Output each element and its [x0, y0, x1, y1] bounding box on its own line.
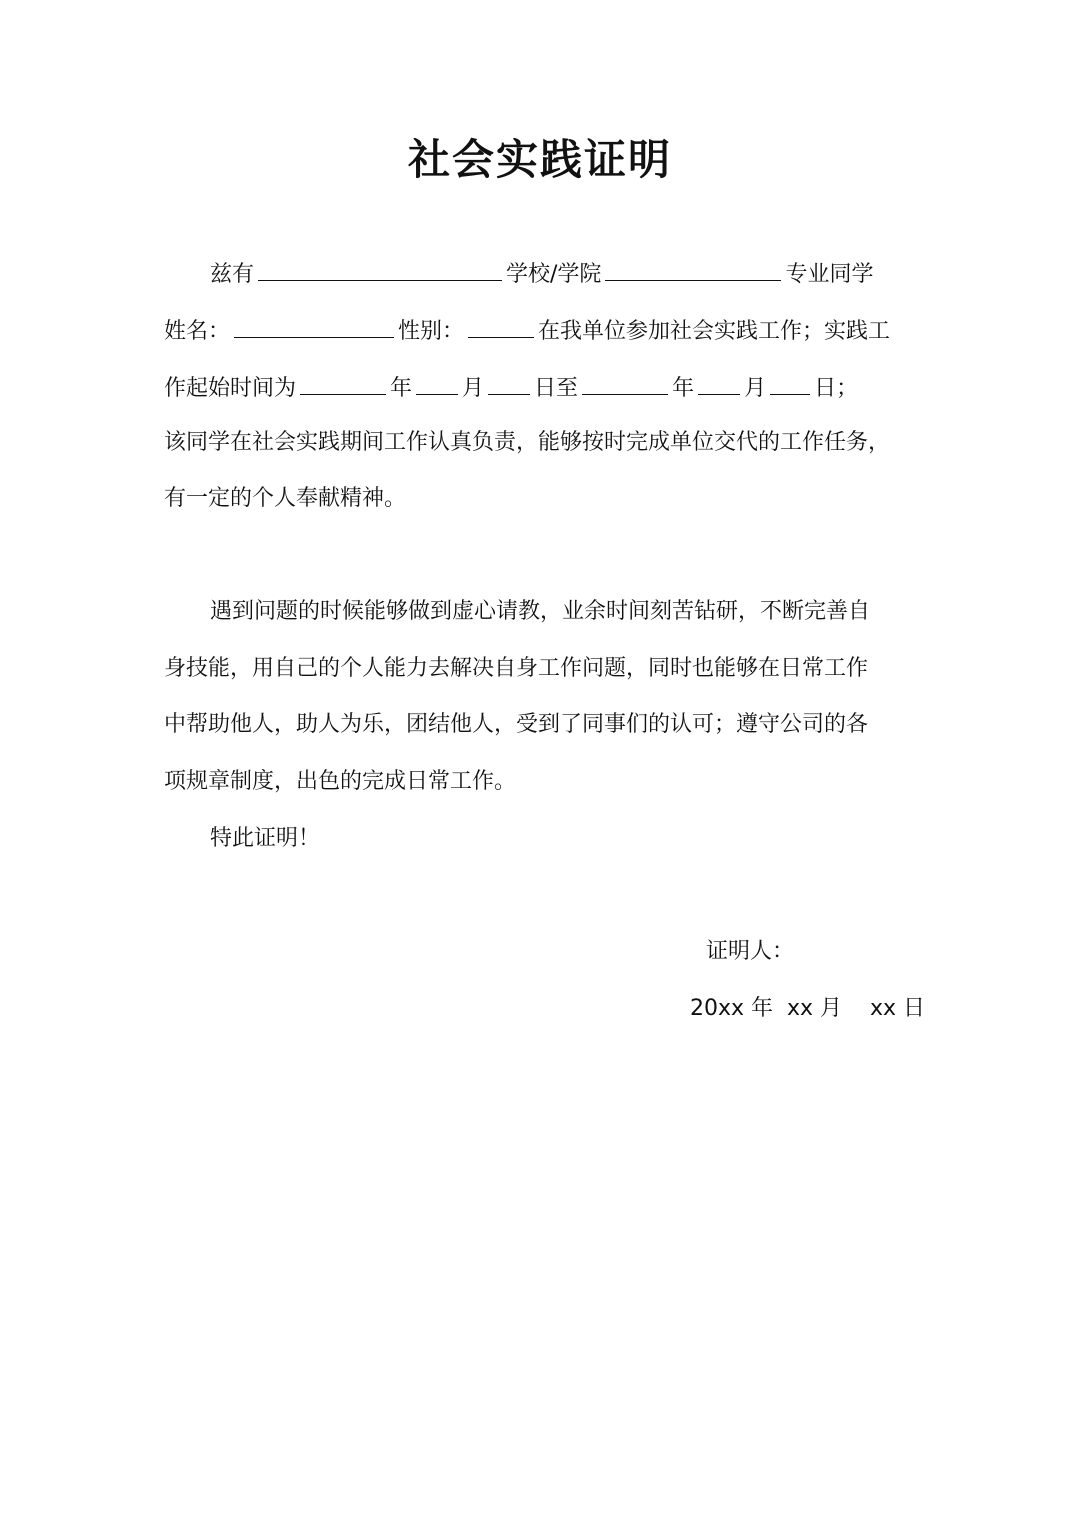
- intro-text: 姓名：: [164, 319, 231, 344]
- intro-line-4: 该同学在社会实践期间工作认真负责，能够按时完成单位交代的工作任务，: [164, 430, 891, 455]
- para2-line-1: 遇到问题的时候能够做到虚心请教，业余时间刻苦钻研，不断完善自: [210, 599, 871, 624]
- intro-text: 作起始时间为: [164, 376, 297, 401]
- intro-text: 月: [462, 376, 485, 401]
- intro-text: 月: [744, 376, 767, 401]
- signature-date: 20xx 年 xx 月 xx 日: [690, 996, 926, 1021]
- end-month-blank[interactable]: [698, 366, 740, 395]
- intro-text: 性别：: [398, 319, 465, 344]
- intro-text: 在我单位参加社会实践工作；实践工: [538, 319, 891, 344]
- intro-line-3: [164, 366, 924, 406]
- closing-line: 特此证明！: [210, 826, 321, 851]
- intro-text: 日；: [814, 376, 859, 401]
- intro-text: 年: [390, 376, 413, 401]
- intro-line-2: [164, 309, 924, 349]
- intro-line-1: [210, 252, 924, 292]
- intro-line-5: 有一定的个人奉献精神。: [164, 486, 407, 511]
- intro-text: 兹有: [210, 262, 255, 287]
- name-blank[interactable]: [234, 309, 394, 338]
- school-blank[interactable]: [258, 252, 502, 281]
- para2-line-3: 中帮助他人，助人为乐，团结他人，受到了同事们的认可；遵守公司的各: [164, 712, 869, 737]
- intro-text: 专业同学: [785, 262, 874, 287]
- para2-line-2: 身技能，用自己的个人能力去解决自身工作问题，同时也能够在日常工作: [164, 656, 869, 681]
- intro-text: 日至: [534, 376, 579, 401]
- para2-line-4: 项规章制度，出色的完成日常工作。: [164, 769, 517, 794]
- signature-label: 证明人：: [706, 939, 795, 964]
- intro-text: 学校/学院: [506, 262, 602, 287]
- end-day-blank[interactable]: [770, 366, 810, 395]
- gender-blank[interactable]: [468, 309, 534, 338]
- start-month-blank[interactable]: [416, 366, 458, 395]
- document-title: 社会实践证明: [407, 135, 672, 184]
- start-day-blank[interactable]: [488, 366, 530, 395]
- end-year-blank[interactable]: [582, 366, 668, 395]
- major-blank[interactable]: [605, 252, 781, 281]
- intro-text: 年: [672, 376, 695, 401]
- start-year-blank[interactable]: [300, 366, 386, 395]
